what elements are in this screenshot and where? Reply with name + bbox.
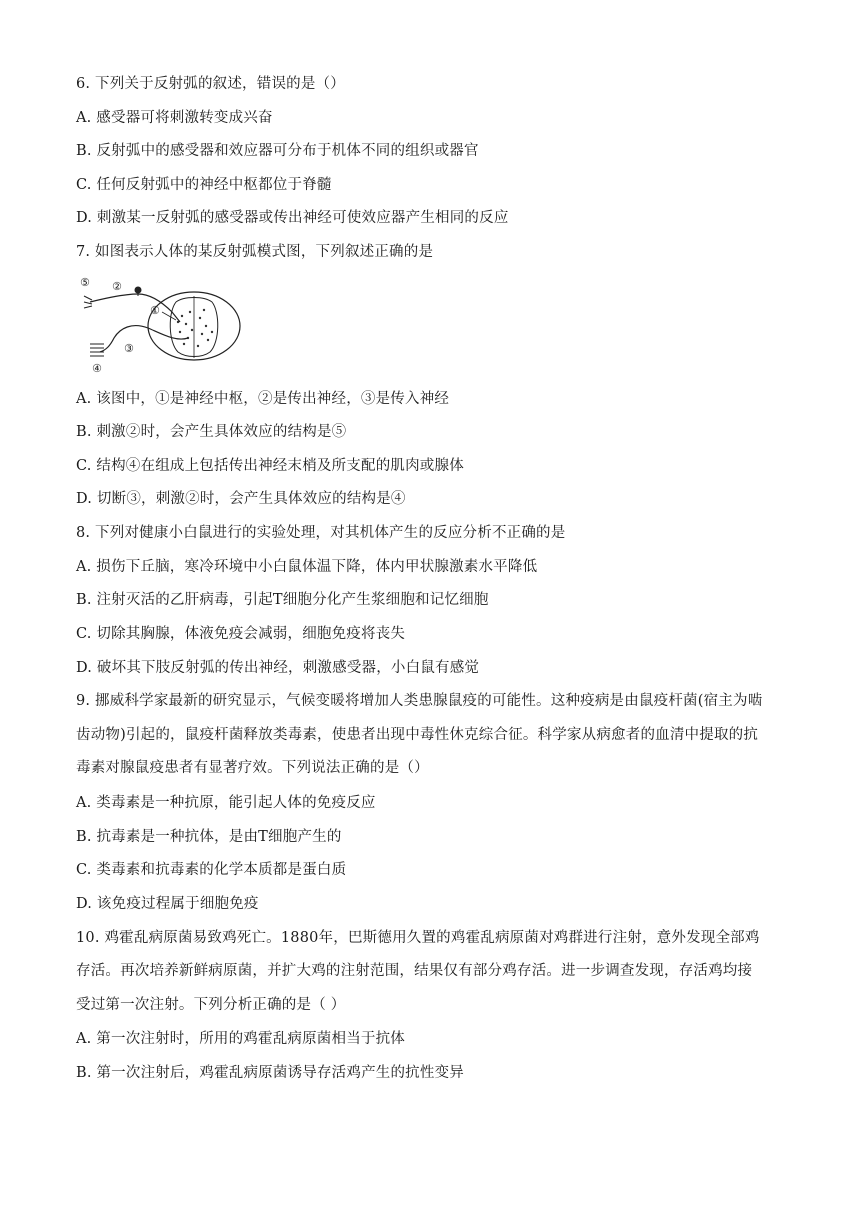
question-10-stem-line-3: 受过第一次注射。下列分析正确的是（ ） bbox=[76, 997, 346, 1013]
question-10-stem-line-2: 存活。再次培养新鲜病原菌，并扩大鸡的注射范围，结果仅有部分鸡存活。进一步调查发现，存活鸡均接 bbox=[76, 963, 753, 979]
question-6-option-a: A. 感受器可将刺激转变成兴奋 bbox=[76, 110, 273, 126]
figure-label-4: ④ bbox=[92, 362, 102, 375]
question-7-option-b: B. 刺激②时，会产生具体效应的结构是⑤ bbox=[76, 424, 347, 440]
question-7-option-a: A. 该图中，①是神经中枢，②是传出神经，③是传入神经 bbox=[76, 391, 450, 407]
question-10-option-b: B. 第一次注射后，鸡霍乱病原菌诱导存活鸡产生的抗性变异 bbox=[76, 1065, 464, 1081]
figure-label-5: ⑤ bbox=[80, 276, 90, 289]
question-9-stem-line-3: 毒素对腺鼠疫患者有显著疗效。下列说法正确的是（） bbox=[76, 760, 429, 776]
question-8-option-b: B. 注射灭活的乙肝病毒，引起T细胞分化产生浆细胞和记忆细胞 bbox=[76, 592, 489, 608]
question-9-option-b: B. 抗毒素是一种抗体，是由T细胞产生的 bbox=[76, 829, 342, 845]
figure-label-1: ① bbox=[150, 304, 160, 317]
question-9-option-d: D. 该免疫过程属于细胞免疫 bbox=[76, 896, 259, 912]
question-9-stem-line-2: 齿动物)引起的，鼠疫杆菌释放类毒素，使患者出现中毒性休克综合征。科学家从病愈者的血清中提取的抗 bbox=[76, 727, 759, 743]
question-8-option-d: D. 破坏其下肢反射弧的传出神经，刺激感受器，小白鼠有感觉 bbox=[76, 660, 480, 676]
question-10-stem-line-1: 10. 鸡霍乱病原菌易致鸡死亡。1880年，巴斯德用久置的鸡霍乱病原菌对鸡群进行注射，意外发现全部鸡 bbox=[76, 930, 760, 946]
question-10-option-a: A. 第一次注射时，所用的鸡霍乱病原菌相当于抗体 bbox=[76, 1031, 405, 1047]
question-7-option-d: D. 切断③，刺激②时，会产生具体效应的结构是④ bbox=[76, 491, 406, 507]
question-8-option-a: A. 损伤下丘脑，寒冷环境中小白鼠体温下降，体内甲状腺激素水平降低 bbox=[76, 559, 538, 575]
question-9-option-c: C. 类毒素和抗毒素的化学本质都是蛋白质 bbox=[76, 862, 347, 878]
figure-label-3: ③ bbox=[124, 342, 134, 355]
question-6-option-c: C. 任何反射弧中的神经中枢都位于脊髓 bbox=[76, 177, 332, 193]
question-8-stem: 8. 下列对健康小白鼠进行的实验处理，对其机体产生的反应分析不正确的是 bbox=[76, 525, 566, 541]
question-6-option-d: D. 刺激某一反射弧的感受器或传出神经可使效应器产生相同的反应 bbox=[76, 210, 509, 226]
question-6-stem: 6. 下列关于反射弧的叙述，错误的是（） bbox=[76, 76, 345, 92]
question-9-stem-line-1: 9. 挪威科学家最新的研究显示，气候变暖将增加人类患腺鼠疫的可能性。这种疫病是由鼠疫杆菌(宿主为啮 bbox=[76, 693, 763, 709]
question-8-option-c: C. 切除其胸腺，体液免疫会减弱，细胞免疫将丧失 bbox=[76, 626, 406, 642]
reflex-arc-diagram bbox=[76, 272, 246, 378]
question-6-option-b: B. 反射弧中的感受器和效应器可分布于机体不同的组织或器官 bbox=[76, 143, 479, 159]
figure-label-2: ② bbox=[112, 280, 122, 293]
question-9-option-a: A. 类毒素是一种抗原，能引起人体的免疫反应 bbox=[76, 795, 376, 811]
question-7-option-c: C. 结构④在组成上包括传出神经末梢及所支配的肌肉或腺体 bbox=[76, 458, 464, 474]
question-7-stem: 7. 如图表示人体的某反射弧模式图，下列叙述正确的是 bbox=[76, 244, 434, 260]
